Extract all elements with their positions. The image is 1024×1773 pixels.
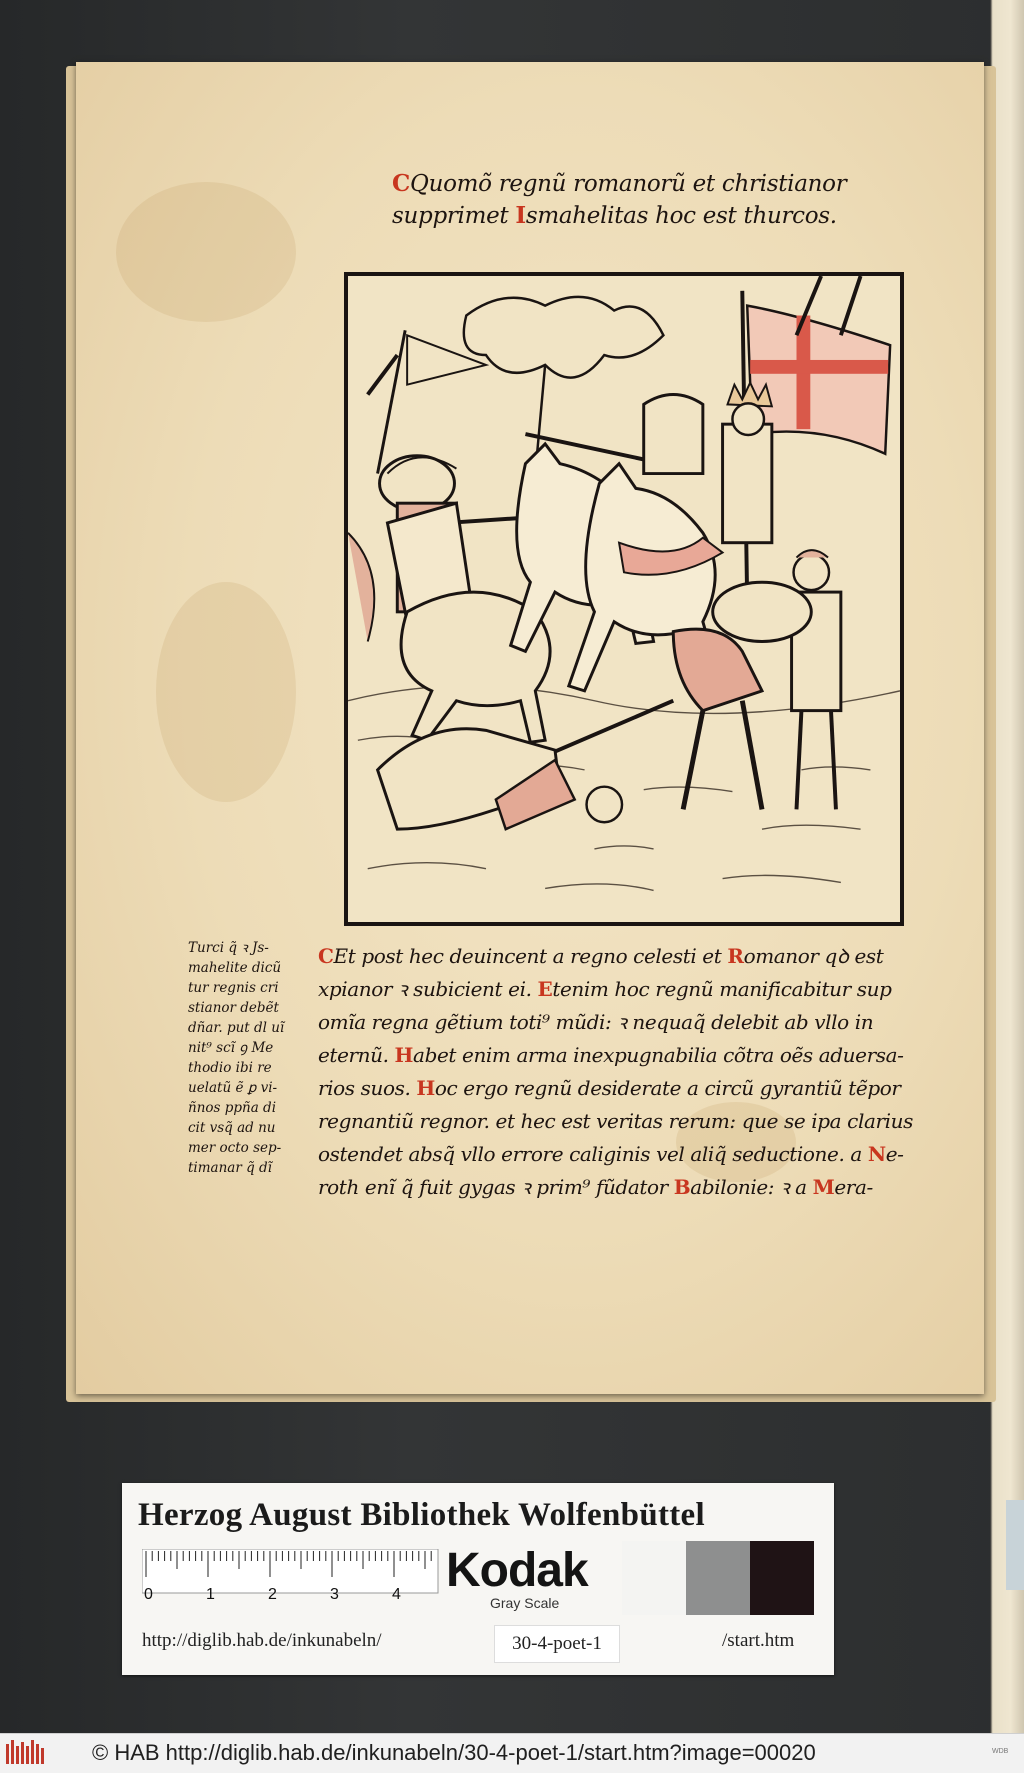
text-line: [318, 1105, 938, 1138]
heading-text: Quomõ regnũ romanorũ et christianor: [410, 171, 847, 197]
text-run: eternũ.: [318, 1043, 395, 1067]
footer-bar: [0, 1733, 1024, 1773]
text-run: rios suos.: [318, 1076, 417, 1100]
gloss-line: dñar. put dl uĩ: [188, 1020, 285, 1036]
gloss-line: mer octo sep-: [188, 1140, 282, 1156]
color-target-tab: [1006, 1500, 1024, 1590]
gloss-line: Turci q̃ ꝛ Js-: [188, 940, 269, 956]
text-line: [318, 1171, 938, 1204]
paper-stain: [156, 582, 296, 802]
gloss-line: timanar q̃ dĩ: [188, 1160, 272, 1176]
rubric-letter: N: [867, 1142, 886, 1166]
rubric-letter: E: [537, 977, 553, 1001]
rubric-letter: B: [673, 1175, 691, 1199]
text-line: [318, 1039, 938, 1072]
footer-mark: WDB: [992, 1748, 1009, 1755]
text-line: [318, 1072, 938, 1105]
gray-scale-label: Gray Scale: [490, 1595, 560, 1611]
heading-line-1: [392, 168, 862, 200]
heading-line-2: [392, 200, 862, 232]
ruler-label: 4: [392, 1586, 401, 1599]
gloss-line: uelatũ ẽ ꝑ vi-: [188, 1080, 278, 1096]
shelfmark: 30-4-poet-1: [494, 1625, 620, 1663]
url-suffix: /start.htm: [722, 1630, 795, 1651]
heading-text: smahelitas hoc est thurcos.: [525, 203, 837, 229]
hab-logo-icon: [4, 1738, 48, 1768]
text-line: [318, 973, 938, 1006]
rubric-initial: C: [392, 170, 411, 197]
text-run: omanor qꝺ est: [743, 944, 884, 968]
text-run: xpianor ꝛ subicient ei.: [318, 977, 538, 1001]
color-calibration-target: [122, 1483, 834, 1675]
rubric-letter: M: [812, 1175, 835, 1199]
gloss-line: ñnos ppña di: [188, 1100, 277, 1116]
chapter-heading: [392, 168, 862, 232]
text-run: abet enim arma inexpugnabilia cõtra oẽs aduersa-: [413, 1043, 904, 1067]
rubric-letter: R: [727, 944, 744, 968]
url-prefix: http://diglib.hab.de/inkunabeln/: [142, 1630, 382, 1651]
text-run: era-: [834, 1175, 873, 1199]
gloss-line: thodio ibi re: [188, 1060, 272, 1076]
paper-stain: [116, 182, 296, 322]
rubric-letter: H: [416, 1076, 435, 1100]
gray-patch: [686, 1541, 750, 1615]
text-run: ostendet absq̃ vllo errore caliginis vel aliq̃ seductione. a: [318, 1142, 868, 1166]
text-run: e-: [885, 1142, 904, 1166]
rubric-letter: I: [515, 202, 526, 229]
heading-text: supprimet: [392, 203, 516, 229]
text-run: regnantiũ regnor. et hec est veritas rerum: que se ipa clarius: [318, 1109, 913, 1133]
library-name: Herzog August Bibliothek Wolfenbüttel: [138, 1497, 705, 1533]
main-text-block: [318, 940, 938, 1204]
rubric-letter: H: [394, 1043, 414, 1067]
gloss-line: cit vsq̃ ad nu: [188, 1120, 276, 1136]
text-run: roth enĩ q̃ fuit gygas ꝛ prim⁹ fũdator: [318, 1175, 674, 1199]
gloss-line: nit⁹ scĩ ꝯ Me: [188, 1040, 274, 1056]
text-run: tenim hoc regnũ manificabitur sup: [552, 977, 892, 1001]
ruler-label: 3: [330, 1586, 339, 1599]
black-patch: [750, 1541, 814, 1615]
gloss-line: stianor debẽt: [188, 1000, 279, 1016]
text-run: Et post hec deuincent a regno celesti et: [333, 944, 728, 968]
rubric-initial: C: [318, 944, 334, 968]
marginal-gloss: [188, 938, 306, 1178]
battle-woodcut-illustration: [344, 272, 904, 926]
text-line: [318, 940, 938, 973]
white-patch: [622, 1541, 686, 1615]
ruler-label: 0: [144, 1586, 153, 1599]
text-run: omĩa regna gẽtium toti⁹ mũdi: ꝛ nequaq̃ delebit ab vllo in: [318, 1010, 874, 1034]
gloss-line: mahelite dicũ: [188, 960, 282, 976]
kodak-logo: Kodak: [446, 1544, 588, 1597]
ruler-label: 2: [268, 1586, 277, 1599]
woodcut-drawing: [348, 276, 900, 922]
text-line: [318, 1006, 938, 1039]
text-line: [318, 1138, 938, 1171]
ruler-label: 1: [206, 1586, 215, 1599]
text-run: oc ergo regnũ desiderate a circũ gyrantiũ tẽpor: [434, 1076, 901, 1100]
gloss-line: tur regnis cri: [188, 980, 279, 996]
text-run: abilonie: ꝛ a: [690, 1175, 813, 1199]
copyright-url[interactable]: © HAB http://diglib.hab.de/inkunabeln/30-4-poet-1/start.htm?image=00020: [92, 1740, 816, 1765]
